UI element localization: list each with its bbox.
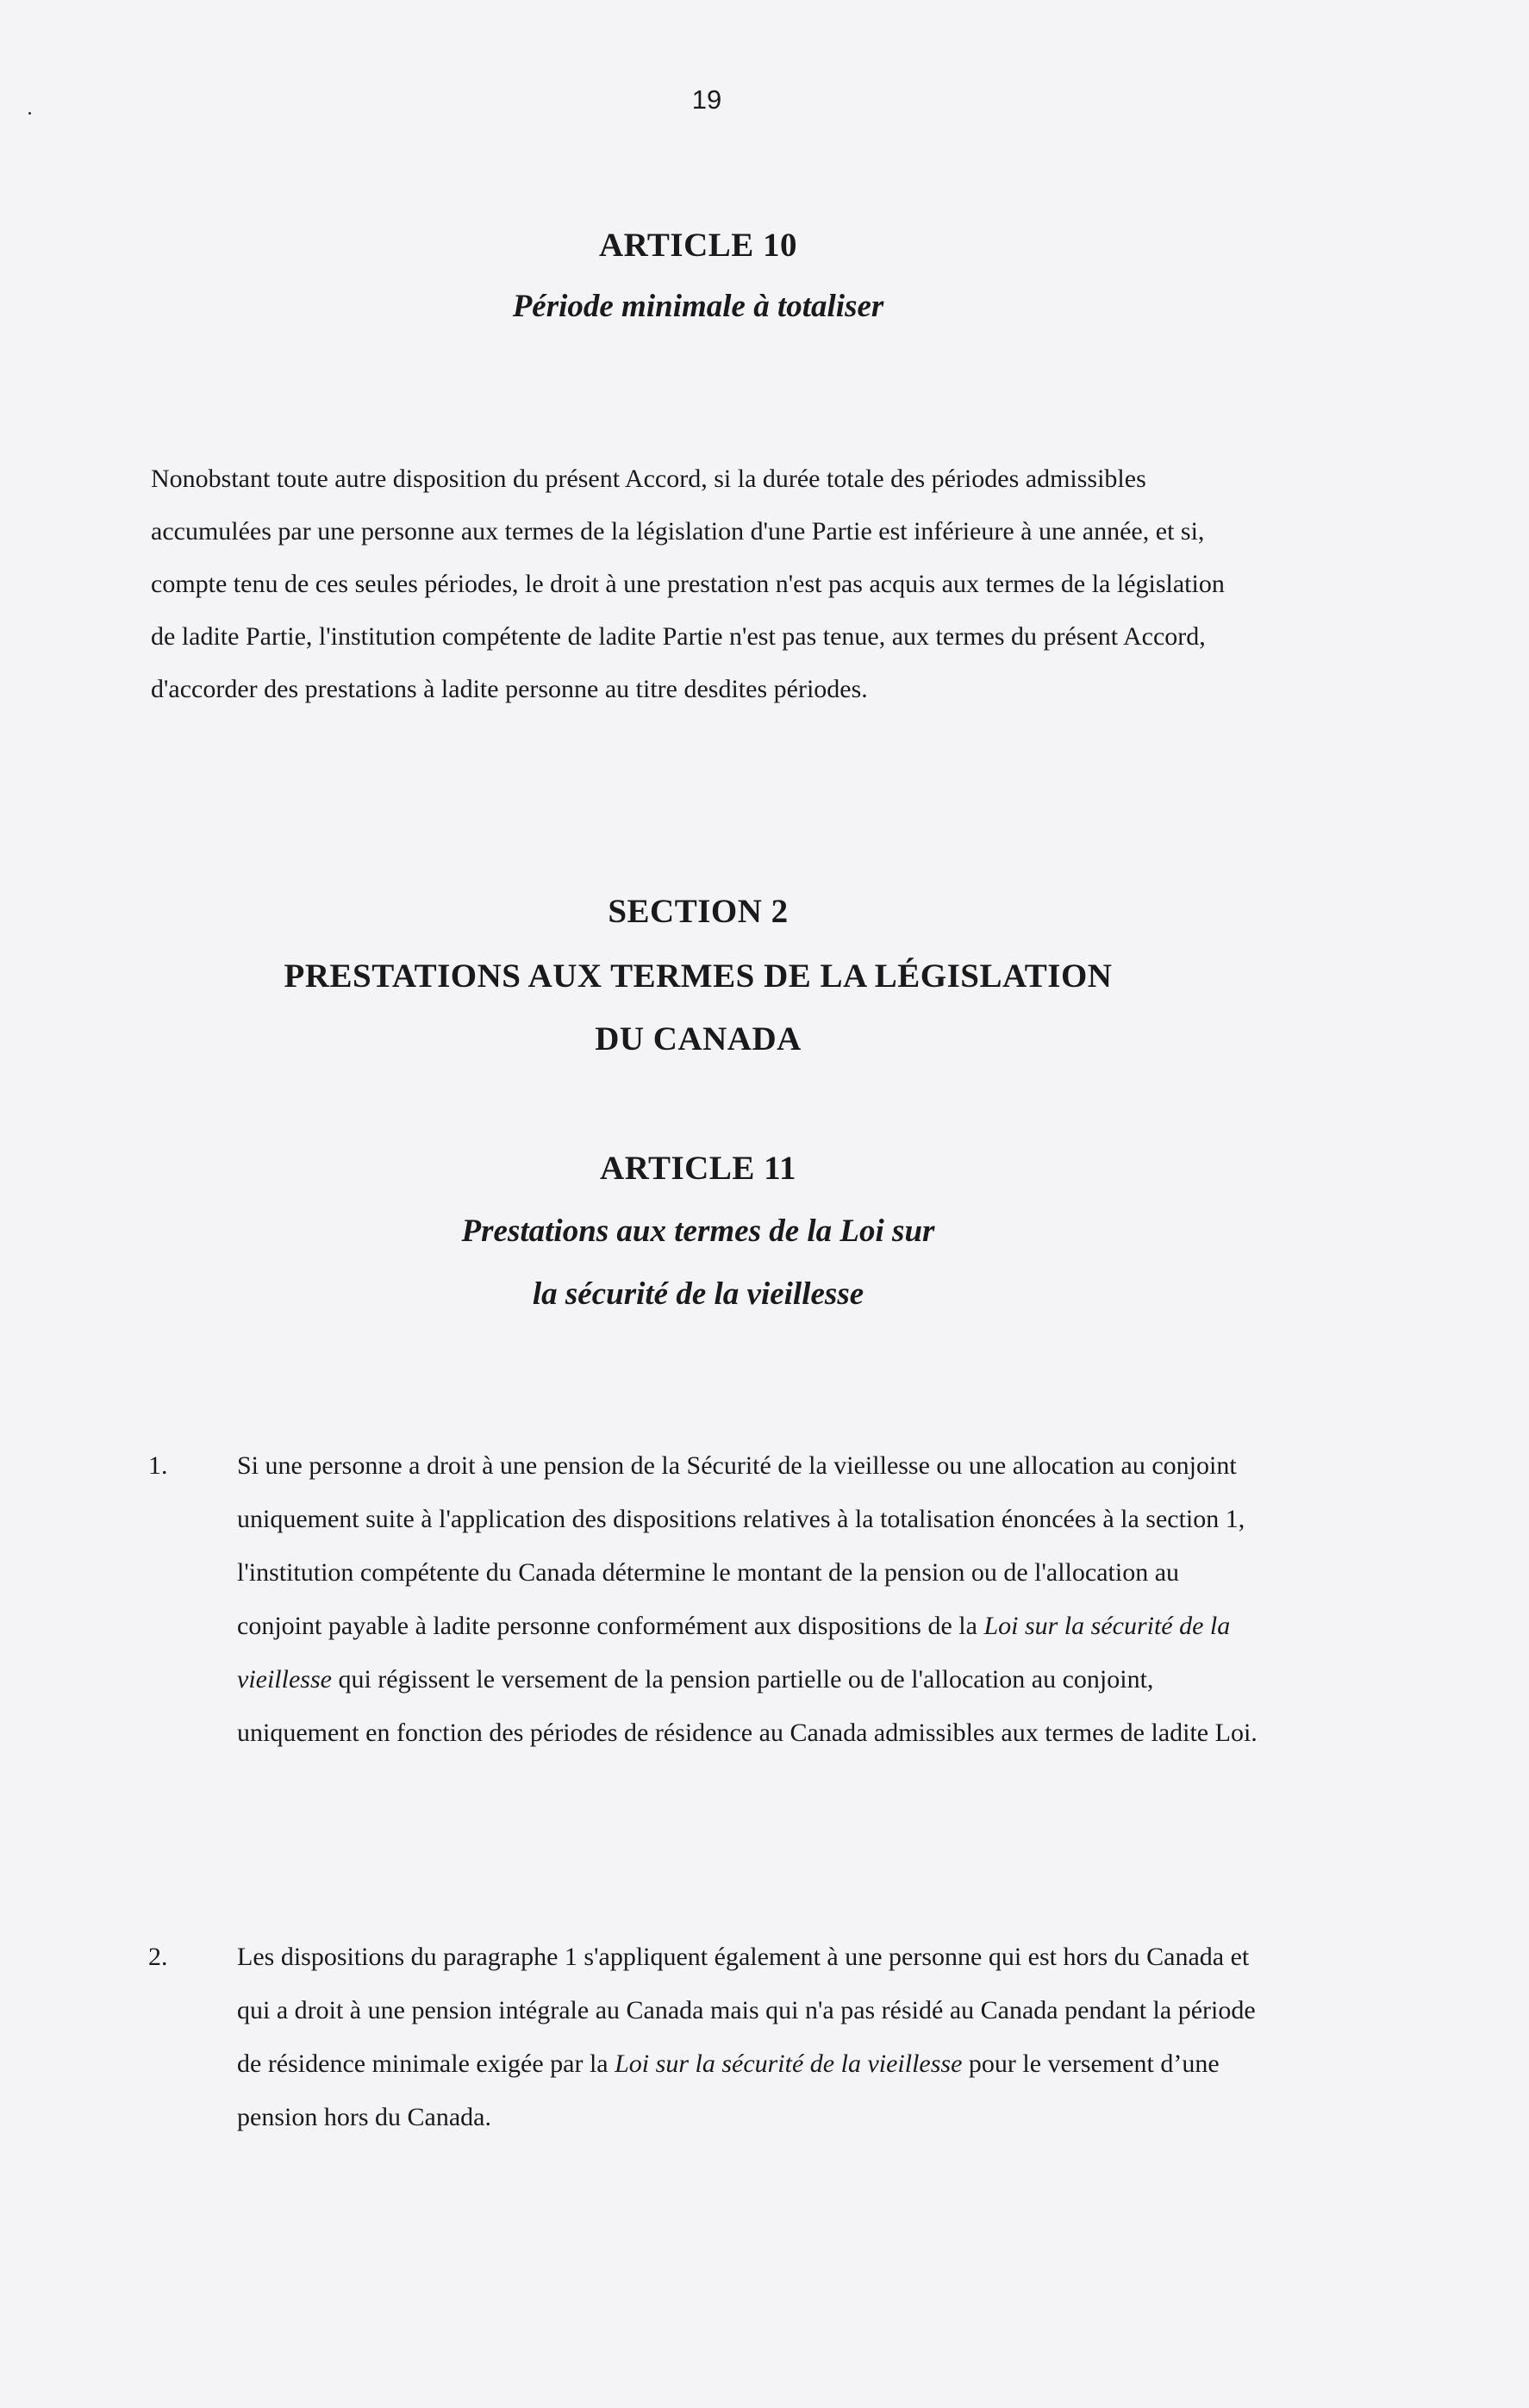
article-10-title: ARTICLE 10 bbox=[598, 227, 798, 264]
article-11-subtitle-line2: la sécurité de la vieillesse bbox=[532, 1276, 864, 1312]
item-text bbox=[237, 1931, 1263, 2144]
section-2-subtitle-line2: DU CANADA bbox=[595, 1020, 802, 1057]
item-number: 2. bbox=[148, 1943, 168, 1971]
section-2-title: SECTION 2 bbox=[608, 893, 789, 930]
article-10-subtitle: Période minimale à totaliser bbox=[512, 289, 884, 324]
article-10-paragraph: Nonobstant toute autre disposition du présent Accord, si la durée totale des périodes admissibles accumulées par une personne aux termes de la législation d'une Partie est inférieure à une année, et si, compte tenu de ces seules périodes, le droit à une prestation n'est pas acquis aux termes de la législation de ladite Partie, l'institution compétente de ladite Partie n'est pas tenue, aux termes du présent Accord, d'accorder des prestations à ladite personne au titre desdites périodes. bbox=[151, 465, 1225, 703]
item-text-part: qui régissent le versement de la pension partielle ou de l'allocation au conjoint, uniquement en fonction des périodes de résidence au Canada admissibles aux termes de ladite Loi. bbox=[237, 1665, 1258, 1747]
item-text-part: Les dispositions du paragraphe 1 s'appliquent également à une personne qui est hors du Canada et qui a droit à une pension intégrale au Canada mais qui n'a pas résidé au Canada pendant la période de résidence minimale exigée par la bbox=[237, 1943, 1256, 2078]
item-text bbox=[237, 1439, 1263, 1760]
article-10-body bbox=[151, 452, 1228, 715]
section-2-subtitle-line1: PRESTATIONS AUX TERMES DE LA LÉGISLATION bbox=[284, 958, 1113, 995]
law-title-italic: Loi sur la sécurité de la vieillesse bbox=[615, 2049, 963, 2078]
item-number: 1. bbox=[148, 1451, 168, 1480]
article-11-subtitle-line1: Prestations aux termes de la Loi sur bbox=[461, 1213, 935, 1249]
item-text-part: pour le versement d’une pension hors du Canada. bbox=[237, 2049, 1220, 2131]
law-title-italic: Loi sur la sécurité de la vieillesse bbox=[237, 1612, 1231, 1694]
article-11-title: ARTICLE 11 bbox=[600, 1150, 796, 1187]
page-number: 19 bbox=[691, 84, 722, 115]
item-text-part: Si une personne a droit à une pension de la Sécurité de la vieillesse ou une allocation au conjoint uniquement suite à l'application des dispositions relatives à la totalisation énoncées à la section 1, l'institution compétente du Canada détermine le montant de la pension ou de l'allocation au conjoint payable à ladite personne conformément aux dispositions de la bbox=[237, 1451, 1245, 1640]
